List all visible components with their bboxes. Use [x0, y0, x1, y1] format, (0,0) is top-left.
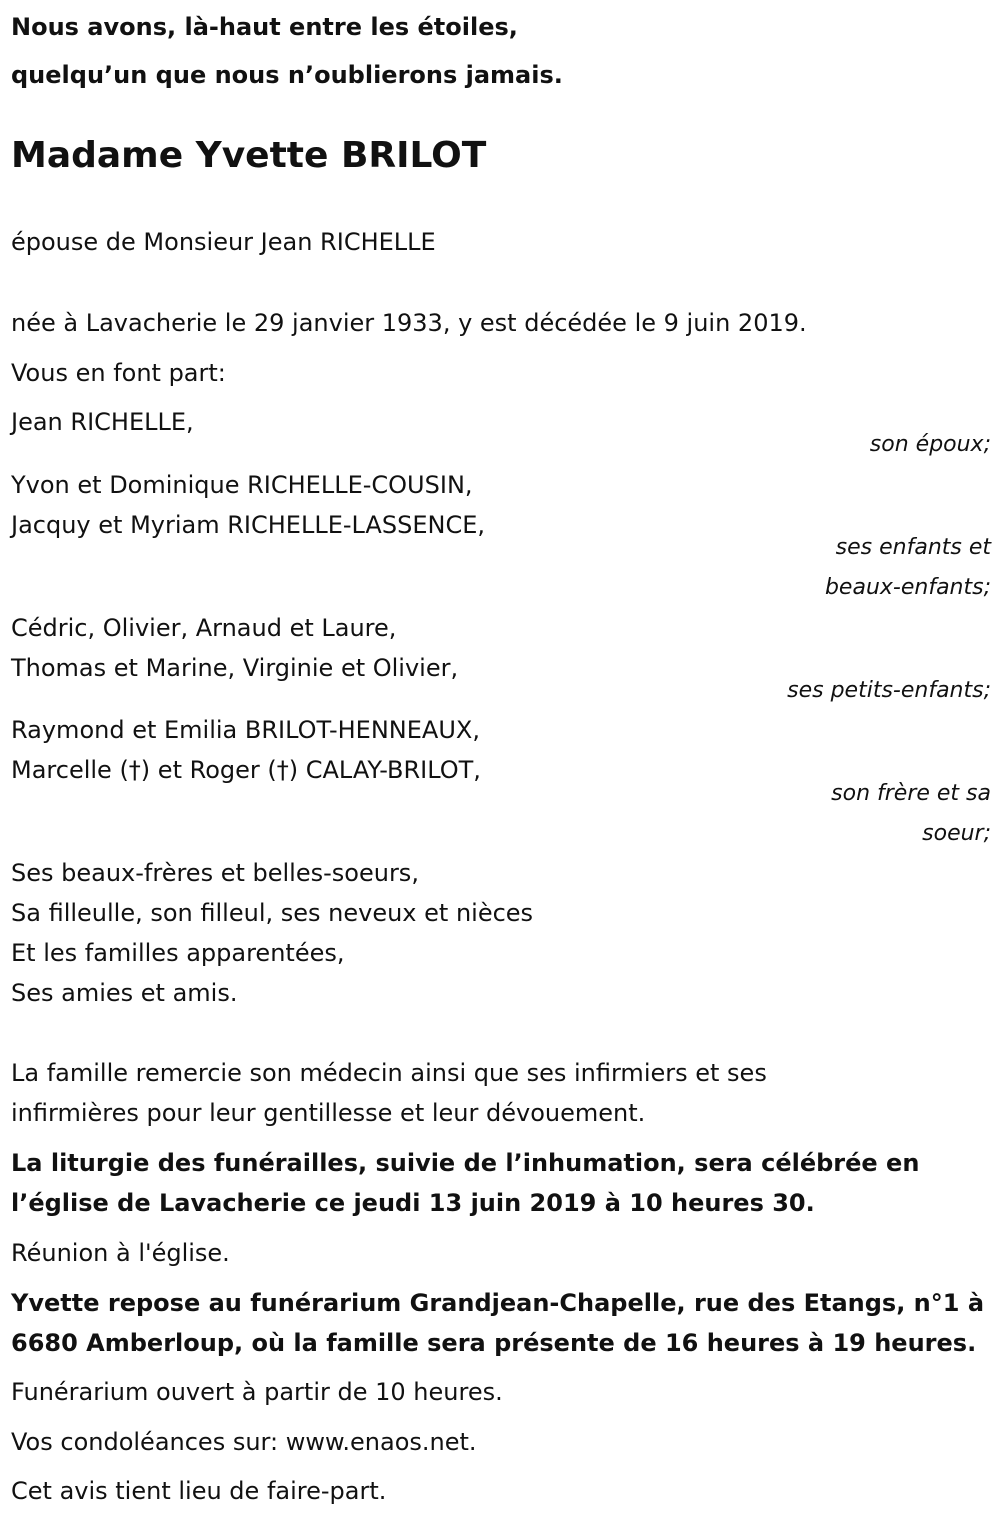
family-name: Thomas et Marine, Virginie et Olivier,: [11, 654, 459, 682]
family-relation: son époux;: [869, 432, 991, 457]
family-name: Raymond et Emilia BRILOT-HENNEAUX,: [11, 716, 480, 744]
opening-hours: Funérarium ouvert à partir de 10 heures.: [11, 1378, 503, 1406]
thanks-line: La famille remercie son médecin ainsi que ses infirmiers et ses: [11, 1059, 767, 1087]
epitaph-line-2: quelqu’un que nous n’oublierons jamais.: [11, 61, 563, 89]
notice-line: Cet avis tient lieu de faire-part.: [11, 1477, 387, 1505]
family-relation: son frère et sa: [831, 781, 991, 806]
family-other: Ses amies et amis.: [11, 979, 238, 1007]
family-name: Yvon et Dominique RICHELLE-COUSIN,: [11, 471, 473, 499]
funeral-line: l’église de Lavacherie ce jeudi 13 juin 2019 à 10 heures 30.: [11, 1189, 815, 1217]
family-other: Et les familles apparentées,: [11, 939, 345, 967]
repose-line: Yvette repose au funérarium Grandjean-Chapelle, rue des Etangs, n°1 à: [11, 1289, 985, 1317]
family-relation: beaux-enfants;: [824, 575, 991, 600]
family-name: Marcelle (†) et Roger (†) CALAY-BRILOT,: [11, 756, 481, 784]
meeting-line: Réunion à l'église.: [11, 1239, 230, 1267]
family-name: Jacquy et Myriam RICHELLE-LASSENCE,: [11, 511, 485, 539]
repose-line: 6680 Amberloup, où la famille sera présente de 16 heures à 19 heures.: [11, 1329, 977, 1357]
family-other: Ses beaux-frères et belles-soeurs,: [11, 859, 419, 887]
family-name: Cédric, Olivier, Arnaud et Laure,: [11, 614, 397, 642]
family-relation: ses enfants et: [835, 535, 991, 560]
family-name: Jean RICHELLE,: [11, 408, 194, 436]
thanks-line: infirmières pour leur gentillesse et leur dévouement.: [11, 1099, 646, 1127]
condolences-line: Vos condoléances sur: www.enaos.net.: [11, 1428, 477, 1456]
spouse-line: épouse de Monsieur Jean RICHELLE: [11, 228, 436, 256]
birth-death-line: née à Lavacherie le 29 janvier 1933, y est décédée le 9 juin 2019.: [11, 309, 807, 337]
family-relation: ses petits-enfants;: [787, 678, 991, 703]
announce-intro: Vous en font part:: [11, 359, 226, 387]
family-relation: soeur;: [922, 821, 991, 846]
family-other: Sa filleulle, son filleul, ses neveux et nièces: [11, 899, 534, 927]
funeral-line: La liturgie des funérailles, suivie de l’inhumation, sera célébrée en: [11, 1149, 920, 1177]
epitaph-line-1: Nous avons, là-haut entre les étoiles,: [11, 13, 518, 41]
deceased-name: Madame Yvette BRILOT: [11, 135, 487, 176]
